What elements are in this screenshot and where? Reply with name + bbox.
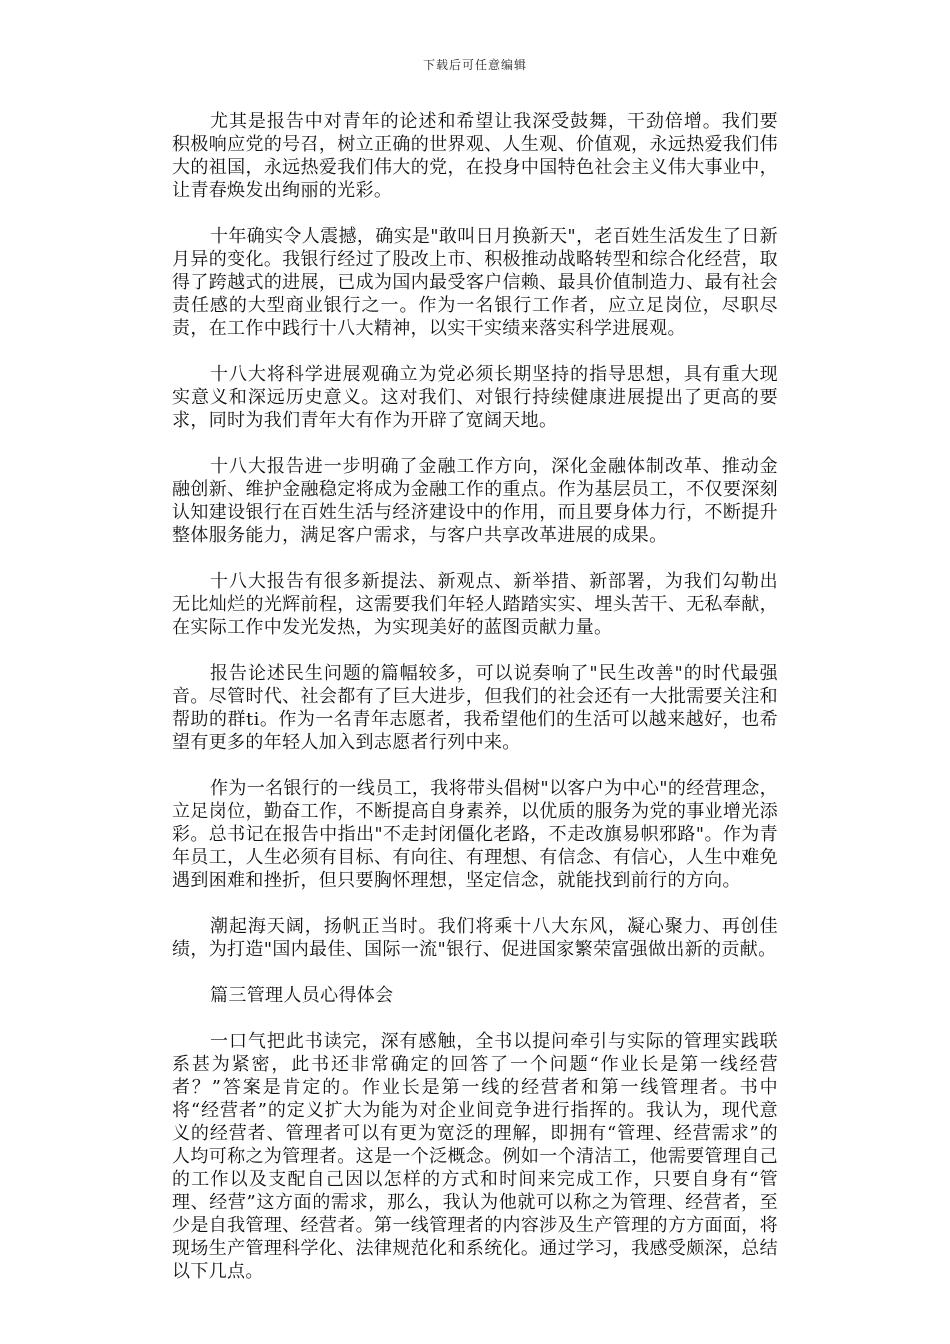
paragraph-3: 十八大将科学进展观确立为党必须长期坚持的指导思想，具有重大现实意义和深远历史意义。这对我们、对银行持续健康进展提出了更高的要求，同时为我们青年大有作为开辟了宽阔天地。 [172,364,778,431]
document-body [172,110,778,1283]
page-header-note: 下载后可任意编辑 [422,58,527,72]
section-heading: 篇三管理人员心得体会 [210,985,394,1006]
paragraph-6: 报告论述民生问题的篇幅较多，可以说奏响了"民生改善"的时代最强音。尽管时代、社会都有了巨大进步，但我们的社会还有一大批需要关注和帮助的群ti。作为一名青年志愿者，我希望他们的生活可以越来越好，也希望有更多的年轻人加入到志愿者行列中来。 [172,663,778,753]
paragraph-8: 潮起海天阔，扬帆正当时。我们将乘十八大东风，凝心聚力、再创佳绩，为打造"国内最佳、国际一流"银行、促进国家繁荣富强做出新的贡献。 [172,916,778,960]
paragraph-4: 十八大报告进一步明确了金融工作方向，深化金融体制改革、推动金融创新、维护金融稳定将成为金融工作的重点。作为基层员工，不仅要深刻认知建设银行在百姓生活与经济建设中的作用，而且要身体力行，不断提升整体服务能力，满足客户需求，与客户共享改革进展的成果。 [172,456,778,546]
paragraph-5: 十八大报告有很多新提法、新观点、新举措、新部署，为我们勾勒出无比灿烂的光辉前程，这需要我们年轻人踏踏实实、埋头苦干、无私奉献，在实际工作中发光发热，为实现美好的蓝图贡献力量。 [172,571,778,638]
paragraph-2: 十年确实令人震撼，确实是"敢叫日月换新天"，老百姓生活发生了日新月异的变化。我银行经过了股改上市、积极推动战略转型和综合化经营，取得了跨越式的进展，已成为国内最受客户信赖、最具价值制造力、最有社会责任感的大型商业银行之一。作为一名银行工作者，应立足岗位，尽职尽责，在工作中践行十八大精神，以实干实绩来落实科学进展观。 [172,226,778,339]
paragraph-1: 尤其是报告中对青年的论述和希望让我深受鼓舞，干劲倍增。我们要积极响应党的号召，树立正确的世界观、人生观、价值观，永远热爱我们伟大的祖国，永远热爱我们伟大的党，在投身中国特色社会主义伟大事业中，让青春焕发出绚丽的光彩。 [172,111,778,201]
paragraph-9: 一口气把此书读完，深有感触，全书以提问牵引与实际的管理实践联系甚为紧密，此书还非常确定的回答了一个问题“作业长是第一线经营者？”答案是肯定的。作业长是第一线的经营者和第一线管理者。书中将“经营者”的定义扩大为能为对企业间竞争进行指挥的。我认为，现代意义的经营者、管理者可以有更为宽泛的理解，即拥有“管理、经营需求”的人均可称之为管理者。这是一个泛概念。例如一个清洁工，他需要管理自己的工作以及支配自己因以怎样的方式和时间来完成工作，只要自身有“管理、经营”这方面的需求，那么，我认为他就可以称之为管理、经营者，至少是自我管理、经营者。第一线管理者的内容涉及生产管理的方方面面，将现场生产管理科学化、法律规范化和系统化。通过学习，我感受颇深，总结以下几点。 [172,1031,778,1282]
paragraph-7: 作为一名银行的一线员工，我将带头倡树"以客户为中心"的经营理念，立足岗位，勤奋工作，不断提高自身素养，以优质的服务为党的事业增光添彩。总书记在报告中指出"不走封闭僵化老路，不走改旗易帜邪路"。作为青年员工，人生必须有目标、有向往、有理想、有信念、有信心，人生中难免遇到困难和挫折，但只要胸怀理想，坚定信念，就能找到前行的方向。 [172,778,778,891]
